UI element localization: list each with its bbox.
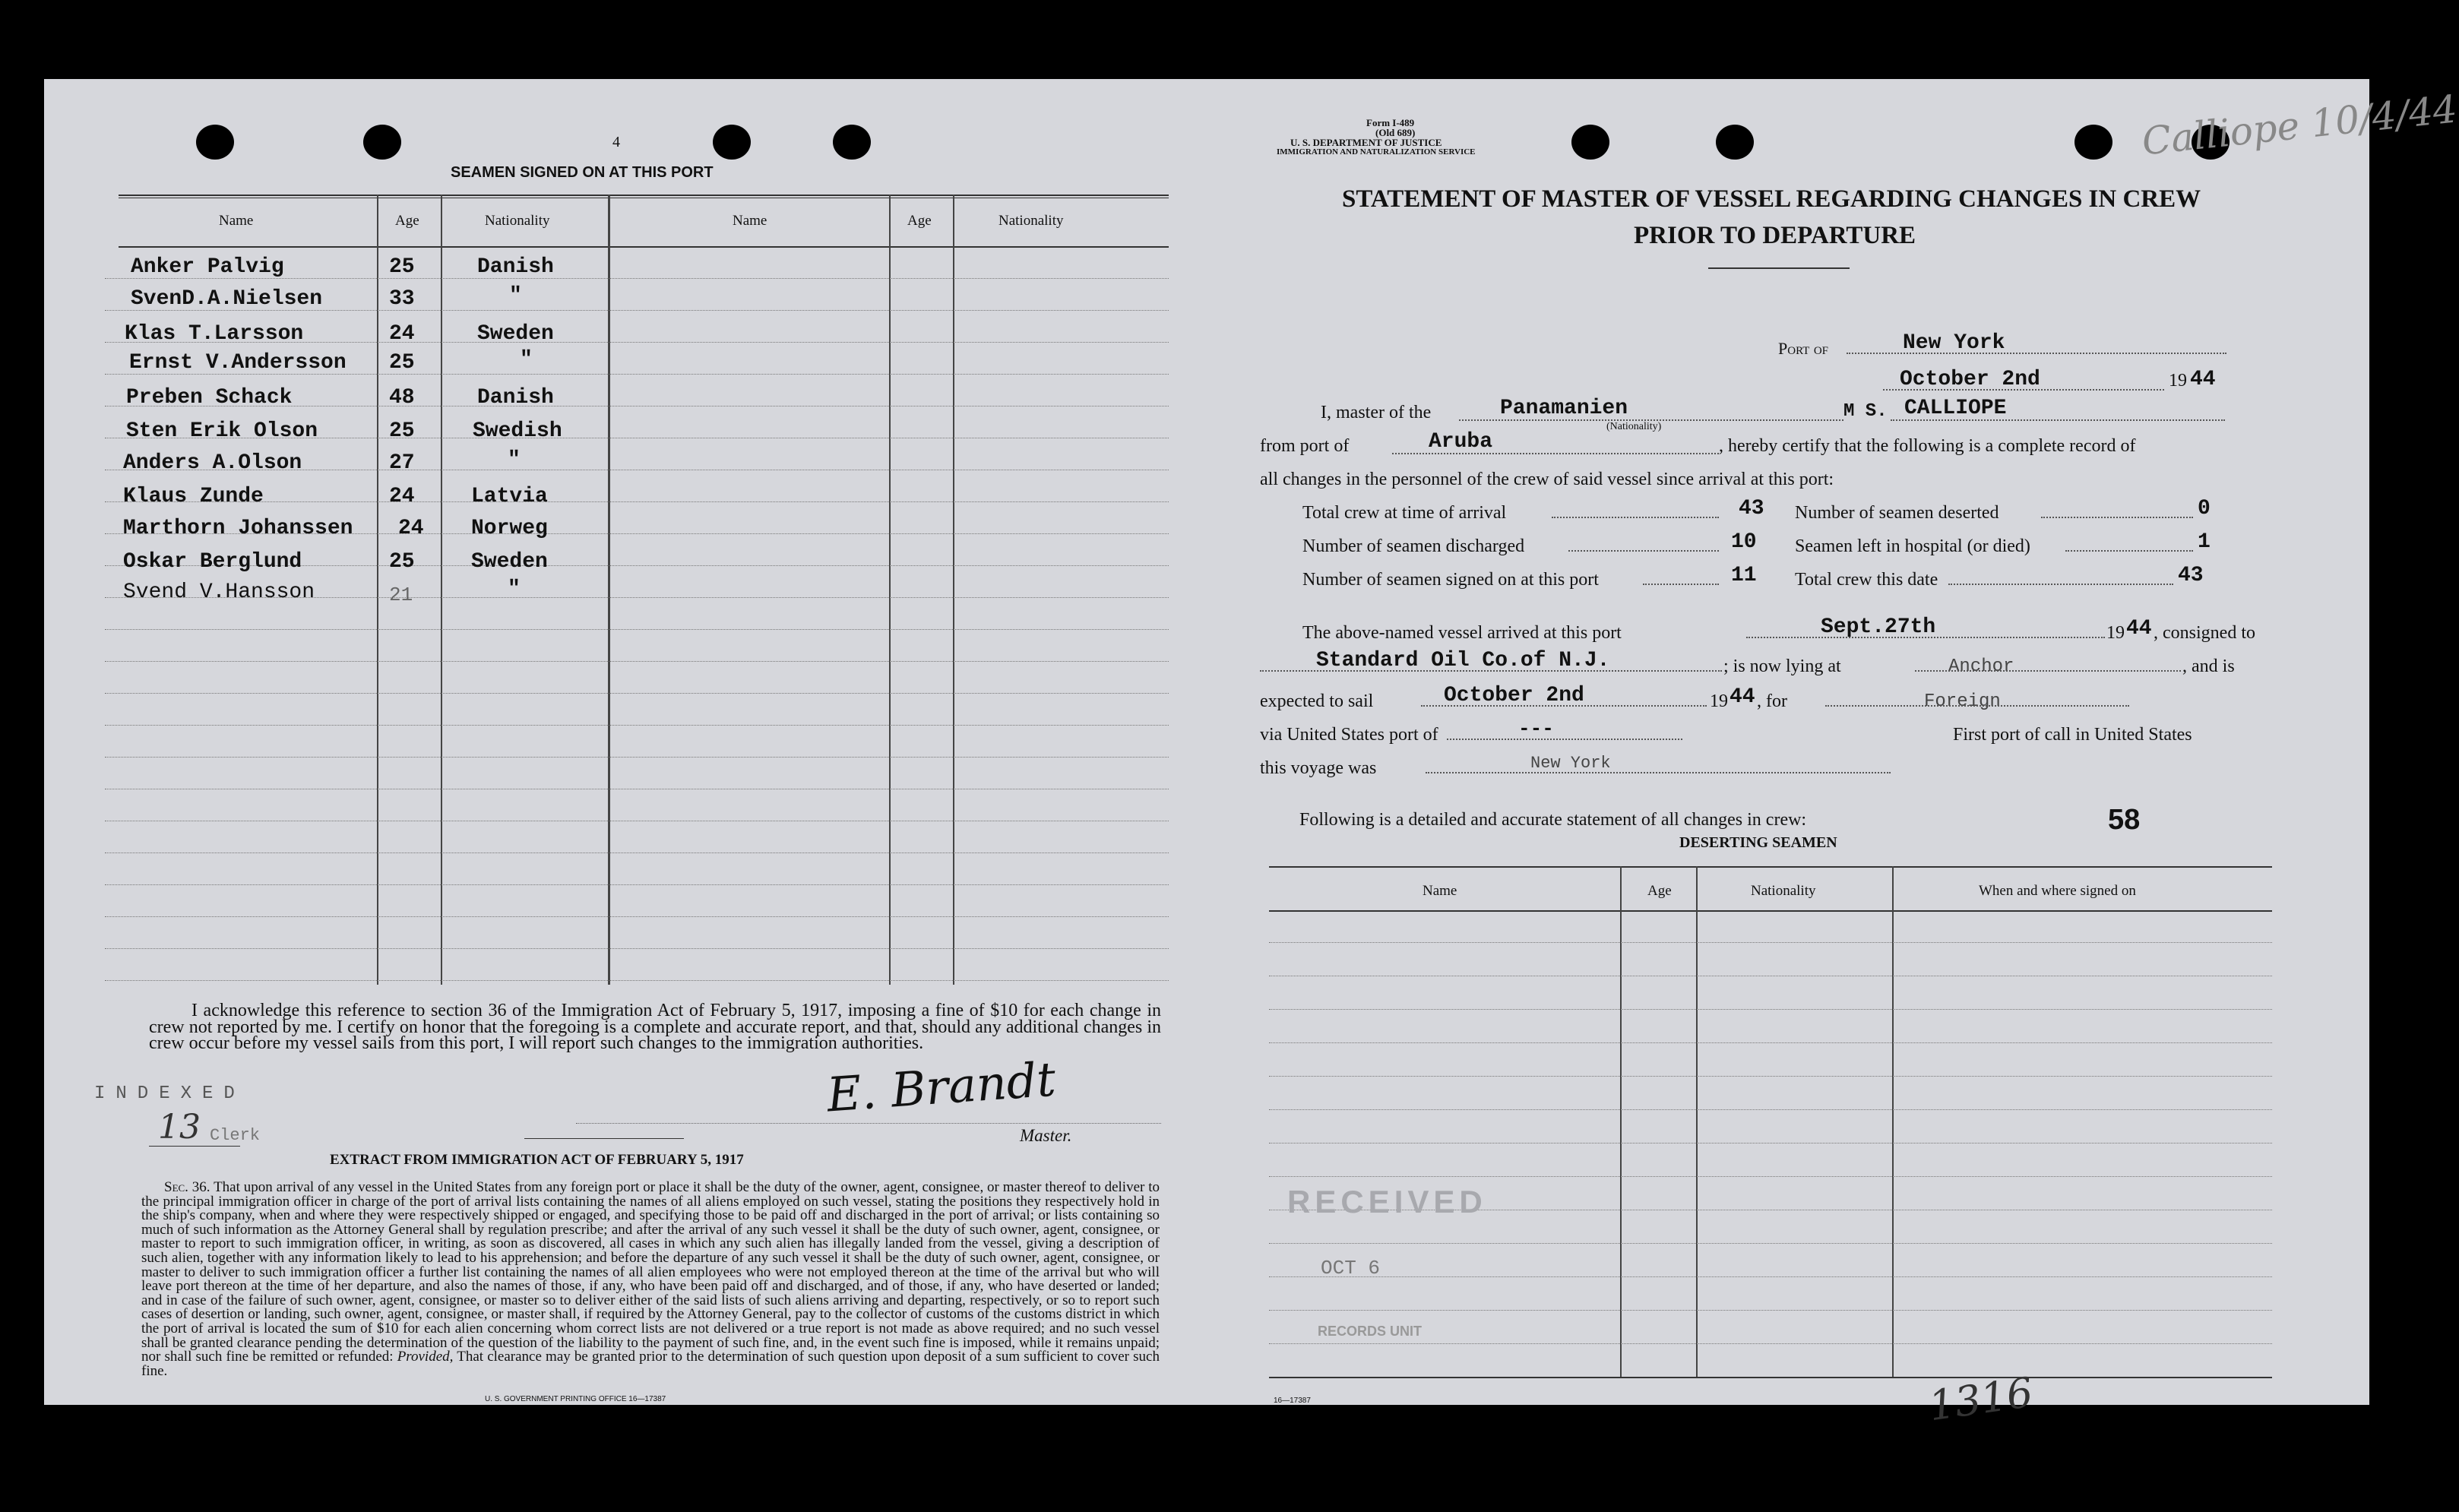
arrived-year: 44 xyxy=(2126,617,2152,641)
vessel-nationality: Panamanien xyxy=(1500,397,1628,420)
table-header-rule xyxy=(1269,910,2272,912)
col-age-header-3: Age xyxy=(1647,883,1672,899)
seaman-nationality: " xyxy=(509,284,522,308)
printing-office: U. S. GOVERNMENT PRINTING OFFICE 16—17387 xyxy=(485,1395,666,1403)
section-36-text xyxy=(141,1181,1160,1378)
section-label: Sec. 36. xyxy=(164,1179,210,1195)
row-line xyxy=(105,884,1169,885)
seaman-age: 24 xyxy=(389,322,415,346)
handwritten-number: 1316 xyxy=(1926,1368,2037,1431)
year-value: 44 xyxy=(2190,368,2216,391)
row-line xyxy=(1269,1042,2272,1043)
col-name-header-3: Name xyxy=(1423,883,1457,899)
col-name-header: Name xyxy=(219,213,254,229)
row-line xyxy=(105,916,1169,917)
section-proviso: Provided, xyxy=(397,1349,454,1365)
consignee: Standard Oil Co.of N.J. xyxy=(1316,649,1610,672)
indexed-clerk: Clerk xyxy=(210,1126,261,1145)
row-line xyxy=(1269,1109,2272,1110)
form-title-line1: STATEMENT OF MASTER OF VESSEL REGARDING CHANGES IN CREW xyxy=(1342,185,2201,213)
col-when-where-header: When and where signed on xyxy=(1979,883,2136,899)
certification-text: I acknowledge this reference to section 36 of the Immigration Act of February 5, 1917, imposing a fine of $10 for each change in crew not reported by me. I certify on honor that the foregoing is a complete and accurate report, and that, should any additional changes in crew occur before my vessel sails from this port, I will report such changes to the immigration authorities. xyxy=(149,1001,1161,1053)
column-divider xyxy=(377,195,378,985)
seaman-nationality: " xyxy=(508,448,521,472)
lying-line xyxy=(1915,670,2181,672)
row-line xyxy=(105,629,1169,630)
expected-label: expected to sail xyxy=(1260,691,1374,711)
row-line xyxy=(105,980,1169,981)
extract-title: EXTRACT FROM IMMIGRATION ACT OF FEBRUARY 5, 1917 xyxy=(330,1152,744,1168)
number-58: 58 xyxy=(2108,804,2141,836)
sail-date: October 2nd xyxy=(1444,684,1584,707)
voyage-line xyxy=(1426,772,1891,773)
hospital-label: Seamen left in hospital (or died) xyxy=(1795,536,2030,556)
row-line xyxy=(1269,1176,2272,1177)
seaman-nationality: Danish xyxy=(477,255,554,279)
column-divider xyxy=(953,195,954,985)
seaman-age: 27 xyxy=(389,451,415,475)
received-stamp-unit: RECORDS UNIT xyxy=(1318,1324,1423,1339)
arrived-label: The above-named vessel arrived at this port xyxy=(1302,623,1622,643)
seaman-age: 48 xyxy=(389,386,415,410)
seaman-name: Anker Palvig xyxy=(131,255,284,279)
seaman-name: Preben Schack xyxy=(126,386,293,410)
port-line xyxy=(1847,353,2226,354)
dot-leader xyxy=(2065,550,2193,552)
punch-hole xyxy=(1571,125,1609,160)
lying-value: Anchor xyxy=(1948,656,2014,677)
ms-label: M S. xyxy=(1843,401,1888,422)
year-prefix: 19 xyxy=(2169,371,2187,391)
consignee-line xyxy=(1260,670,1722,672)
master-label: Master. xyxy=(1020,1126,1072,1145)
seaman-nationality: " xyxy=(508,577,521,601)
divider xyxy=(524,1138,684,1139)
printing-code: 16—17387 xyxy=(1274,1397,1311,1405)
seaman-age: 25 xyxy=(389,351,415,375)
sail-year: 44 xyxy=(1730,685,1755,709)
row-line xyxy=(1269,942,2272,943)
punch-hole xyxy=(713,125,751,160)
row-line xyxy=(105,852,1169,853)
dot-leader xyxy=(2041,517,2193,518)
from-port-label: from port of xyxy=(1260,436,1350,456)
row-line xyxy=(105,948,1169,949)
and-is-label: , and is xyxy=(2182,656,2235,676)
department: U. S. DEPARTMENT OF JUSTICE xyxy=(1290,137,1442,148)
vessel-name: CALLIOPE xyxy=(1904,397,2007,420)
hospital-value: 1 xyxy=(2198,530,2211,554)
master-of-label: I, master of the xyxy=(1321,403,1432,422)
seaman-nationality: " xyxy=(520,348,533,372)
row-line xyxy=(1269,1276,2272,1277)
seaman-nationality: Swedish xyxy=(473,419,562,443)
port-of-label: Port of xyxy=(1778,339,1829,358)
voyage-label: this voyage was xyxy=(1260,758,1377,778)
seaman-age: 21 xyxy=(389,584,413,606)
col-nationality-header-3: Nationality xyxy=(1751,883,1816,899)
deserted-label: Number of seamen deserted xyxy=(1795,503,1999,523)
lying-label: ; is now lying at xyxy=(1723,656,1841,676)
row-line xyxy=(1269,1243,2272,1244)
seaman-age: 25 xyxy=(389,255,415,279)
table-top-rule xyxy=(1269,866,2272,868)
form-old-number: (Old 689) xyxy=(1375,127,1416,138)
seaman-age: 33 xyxy=(389,287,415,311)
row-line xyxy=(105,501,1169,502)
arrived-value: Sept.27th xyxy=(1821,615,1936,639)
seaman-name: Marthorn Johanssen xyxy=(123,517,353,540)
seaman-age: 24 xyxy=(389,485,415,508)
row-line xyxy=(1269,1310,2272,1311)
col-age-header-2: Age xyxy=(907,213,932,229)
column-divider xyxy=(608,195,610,985)
seaman-age: 24 xyxy=(398,517,424,540)
consigned-label: , consigned to xyxy=(2154,623,2255,643)
row-line xyxy=(105,693,1169,694)
seaman-nationality: Sweden xyxy=(471,550,548,574)
discharged-value: 10 xyxy=(1731,530,1757,554)
seaman-nationality: Danish xyxy=(477,386,554,410)
table-title: SEAMEN SIGNED ON AT THIS PORT xyxy=(451,164,714,181)
master-signature: E. Brandt xyxy=(824,1051,1058,1123)
signature-line xyxy=(576,1123,1161,1124)
discharged-label: Number of seamen discharged xyxy=(1302,536,1525,556)
title-rule xyxy=(1708,267,1850,269)
col-nationality-header-2: Nationality xyxy=(998,213,1064,229)
corner-note: Calliope 10/4/44 xyxy=(2140,87,2459,164)
page-number: 4 xyxy=(612,134,620,150)
deserted-value: 0 xyxy=(2198,497,2211,520)
row-line xyxy=(105,757,1169,758)
seaman-age: 25 xyxy=(389,419,415,443)
punch-hole xyxy=(1716,125,1754,160)
row-line xyxy=(1269,1343,2272,1344)
vessel-line xyxy=(1891,419,2225,421)
row-line xyxy=(105,661,1169,662)
via-label: via United States port of xyxy=(1260,725,1438,745)
punch-hole xyxy=(196,125,234,160)
seaman-name: Klas T.Larsson xyxy=(125,322,304,346)
seaman-age: 25 xyxy=(389,550,415,574)
punch-hole xyxy=(363,125,401,160)
column-divider xyxy=(441,195,442,985)
port-of-value: New York xyxy=(1903,331,2005,355)
received-stamp-date: OCT 6 xyxy=(1321,1257,1381,1280)
seaman-nationality: Norweg xyxy=(471,517,548,540)
seaman-nationality: Latvia xyxy=(471,485,548,508)
seaman-name: Ernst V.Andersson xyxy=(129,351,347,375)
via-value: --- xyxy=(1518,717,1554,740)
row-line xyxy=(1269,1009,2272,1010)
seaman-name: Sten Erik Olson xyxy=(126,419,318,443)
sail-line xyxy=(1421,705,1707,707)
seaman-name: Klaus Zunde xyxy=(123,485,264,508)
form-title-line2: PRIOR TO DEPARTURE xyxy=(1634,222,1916,249)
date-value: October 2nd xyxy=(1900,368,2040,391)
indexed-stamp: INDEXED xyxy=(94,1083,245,1104)
following-label: Following is a detailed and accurate statement of all changes in crew: xyxy=(1299,810,1807,830)
received-stamp: RECEIVED xyxy=(1287,1184,1487,1219)
for-line xyxy=(1825,705,2129,707)
arrived-year-prefix: 19 xyxy=(2106,623,2125,643)
nationality-caption: (Nationality) xyxy=(1606,421,1662,432)
total-crew-arrival-label: Total crew at time of arrival xyxy=(1302,503,1507,523)
punch-hole xyxy=(833,125,871,160)
signed-on-value: 11 xyxy=(1731,564,1757,587)
seaman-name: SvenD.A.Nielsen xyxy=(131,287,323,311)
col-age-header: Age xyxy=(395,213,419,229)
for-value: Foreign xyxy=(1924,691,2001,712)
arrived-line xyxy=(1746,637,2105,638)
col-nationality-header: Nationality xyxy=(485,213,550,229)
for-label: , for xyxy=(1757,691,1787,711)
table-header-rule xyxy=(119,246,1169,248)
column-divider xyxy=(889,195,891,985)
deserting-title: DESERTING SEAMEN xyxy=(1679,834,1837,851)
seaman-nationality: Sweden xyxy=(477,322,554,346)
certify-text: , hereby certify that the following is a complete record of xyxy=(1719,436,2136,456)
row-line xyxy=(105,725,1169,726)
punch-hole xyxy=(2074,125,2112,160)
seaman-name: Svend V.Hansson xyxy=(123,580,315,604)
signed-on-label: Number of seamen signed on at this port xyxy=(1302,570,1599,590)
first-port-label: First port of call in United States xyxy=(1953,725,2192,745)
total-crew-date-label: Total crew this date xyxy=(1795,570,1938,590)
from-port-value: Aruba xyxy=(1429,430,1493,454)
via-line xyxy=(1447,739,1682,740)
dot-leader xyxy=(1568,550,1719,552)
form-number: Form I-489 xyxy=(1366,117,1415,128)
row-line xyxy=(1269,1076,2272,1077)
table-top-rule xyxy=(119,195,1169,196)
col-name-header-2: Name xyxy=(733,213,767,229)
from-port-line xyxy=(1392,453,1719,454)
section-body: That upon arrival of any vessel in the United States from any foreign port or place it shall be the duty of the owner, agent, consignee, or master thereof to deliver to the principal immigration officer in charge of the port of arrival lists containing the names of all aliens employed on such vessel, stating the positions they respectively hold in the ship's company, when and where they were respectively shipped or engaged, and specifying those to be paid off and discharged in the port of arrival; or lists containing so much of such information as the Attorney General shall by regulation prescribe; and after the arrival of any such vessel it shall be the duty of such owner, agent, consignee, or master to report to such immigration officer, in writing, as soon as discovered, all cases in which any such alien has illegally landed from the vessel, giving a description of such alien, together with any information likely to lead to his apprehension; and before the departure of any such vessel it shall be the duty of such owner, agent, consignee, or master to deliver to such immigration officer a further list containing the names of all alien employees who were not employed thereon at the time of the arrival but who will leave port thereon at the time of her departure, and also the names of those, if any, who have been paid off and discharged, and of those, if any, who have deserted or landed; and in case of the failure of such owner, agent, consignee, or master so to deliver either of the said lists of such aliens arriving and departing, respectively, or so to report such cases of desertion or landing, such owner, agent, consignee, or master shall, if required by the Attorney General, pay to the collector of customs of the customs district in which the port of arrival is located the sum of $10 for each alien concerning whom correct lists are not delivered or a true report is not made as above required; and no such vessel shall be granted clearance pending the determination of the question of the liability to the payment of such fine, and, in the event such fine is imposed, while it remains unpaid; nor shall such fine be remitted or refunded: xyxy=(141,1179,1160,1365)
voyage-value: New York xyxy=(1530,754,1611,773)
sail-year-prefix: 19 xyxy=(1710,691,1728,711)
clerk-line xyxy=(149,1146,240,1147)
total-crew-date-value: 43 xyxy=(2178,564,2204,587)
seaman-name: Oskar Berglund xyxy=(123,550,302,574)
dot-leader xyxy=(1643,584,1719,585)
total-crew-arrival-value: 43 xyxy=(1739,497,1764,520)
document-sheet xyxy=(44,79,2459,1431)
dot-leader xyxy=(1948,584,2173,585)
section-end: That clearance may be granted prior to the determination of such question upon deposit of a sum sufficient to cover such fine. xyxy=(141,1349,1160,1379)
indexed-number: 13 xyxy=(158,1108,201,1147)
date-line xyxy=(1883,389,2164,391)
table-bottom-rule xyxy=(1269,1377,2272,1378)
seaman-name: Anders A.Olson xyxy=(123,451,302,475)
changes-text: all changes in the personnel of the crew of said vessel since arrival at this port: xyxy=(1260,470,1834,489)
dot-leader xyxy=(1552,517,1719,518)
service: IMMIGRATION AND NATURALIZATION SERVICE xyxy=(1277,147,1476,157)
